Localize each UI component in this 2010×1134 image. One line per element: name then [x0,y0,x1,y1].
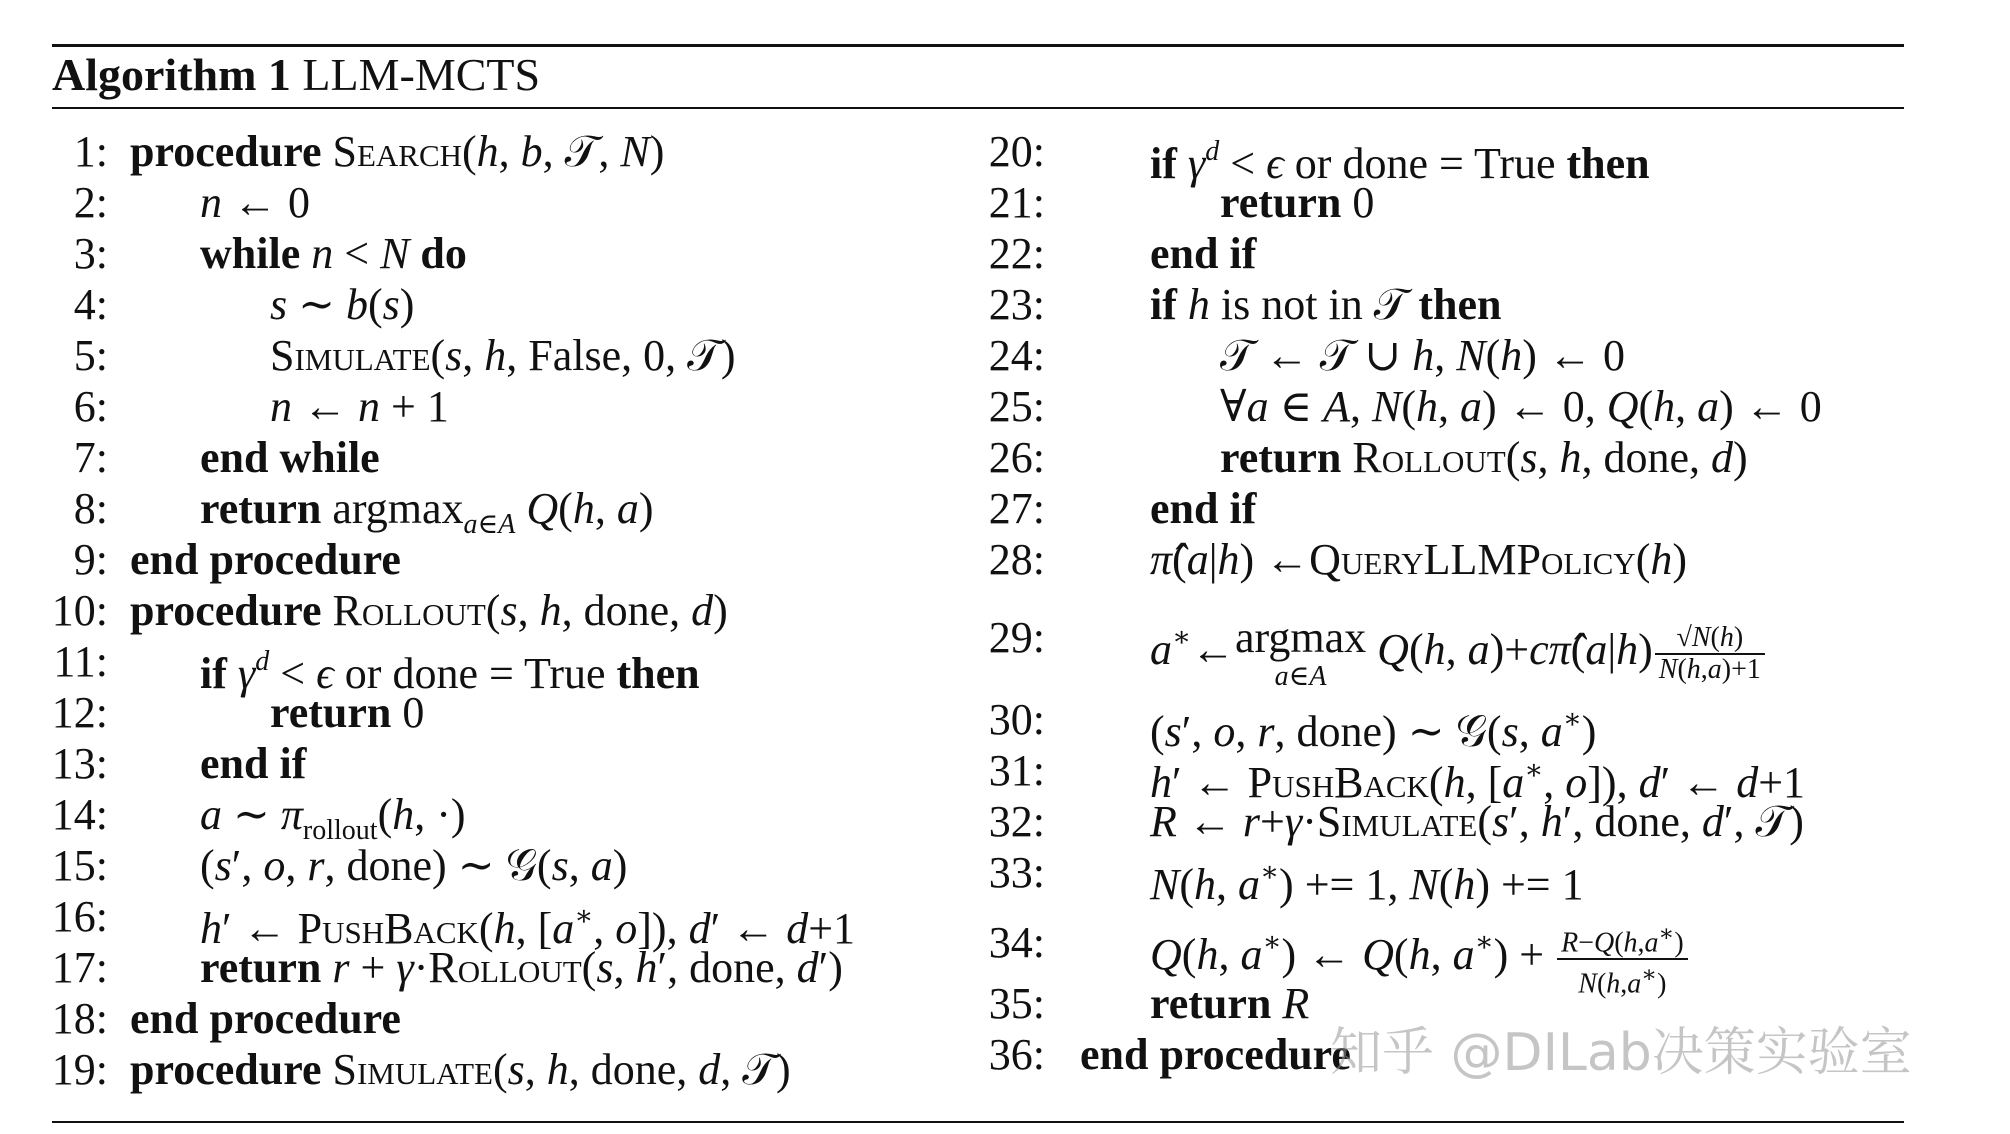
line-code: (s′, o, r, done) ∼ 𝒢(s, a∗) [1150,704,1597,756]
line-number: 10: [51,586,108,635]
line-number: 35: [988,979,1045,1028]
line-number: 8: [73,484,108,533]
line-code: end if [1150,484,1257,533]
line-code: Q(h, a∗) ← Q(h, a∗) + $\frac{R-Q(h,a^∗)}{N(h,a^∗)}$ [1150,918,1690,999]
line-number: 32: [988,797,1045,846]
line-number: 30: [988,695,1045,744]
line-number: 15: [51,841,108,890]
line-code: if $\gamma^d < \epsilon$ or done = True then [200,646,700,698]
line-code: end procedure [130,994,401,1043]
header-rule [52,107,1904,109]
line-code: a ∼ $\pi_{rollout}(h$, ·) [200,790,466,846]
line-number: 31: [988,746,1045,795]
line-code: return Rollout(s, h, done, d) [1220,433,1748,482]
line-code: procedure Simulate(s, h, done, d, 𝒯) [130,1045,791,1094]
line-code: n ← 0 [200,178,310,227]
line-code: s ∼ b(s) [270,280,415,329]
line-code: procedure Rollout(s, h, done, d) [130,586,728,635]
line-number: 24: [988,331,1045,380]
line-number: 3: [73,229,108,278]
watermark: 知乎 @DILab决策实验室 [1330,1023,1912,1083]
line-number: 12: [51,688,108,737]
line-number: 11: [53,637,108,686]
line-number: 5: [73,331,108,380]
line-number: 22: [988,229,1045,278]
line-number: 20: [988,127,1045,176]
line-code: N(h, a∗) += 1, N(h) += 1 [1150,857,1584,909]
line-code: procedure Search(h, b, 𝒯, N) [130,127,665,176]
line-number: 34: [988,918,1045,967]
line-number: 1: [73,127,108,176]
line-code: Simulate(s, h, False, 0, 𝒯) [270,331,736,380]
algorithm-title [52,48,540,102]
line-code: R ← r+γ·Simulate(s′, h′, done, d′, 𝒯) [1150,797,1804,846]
line-code: (s′, o, r, done) ∼ 𝒢(s, a) [200,841,628,890]
line-code: return R [1150,979,1310,1028]
line-number: 19: [51,1045,108,1094]
line-number: 16: [51,892,108,941]
line-code: return 0 [270,688,425,737]
line-code: end if [1150,229,1257,278]
line-code: while n < N do [200,229,467,278]
line-number: 2: [73,178,108,227]
line-number: 17: [51,943,108,992]
line-number: 27: [988,484,1045,533]
line-code: return r + γ·Rollout(s, h′, done, d′) [200,943,843,992]
algorithm-name: LLM-MCTS [302,49,541,100]
line-number: 4: [73,280,108,329]
bottom-rule [52,1121,1904,1123]
line-number: 9: [73,535,108,584]
line-code: if $\gamma^d < \epsilon$ or done = True then [1150,136,1650,188]
line-code: end procedure [130,535,401,584]
line-code: return argmax$_{a\in A}$ Q(h, a) [200,484,654,540]
line-code: h′ ← PushBack(h, [a∗, o]), d′ ← d+1 [200,901,856,953]
line-number: 23: [988,280,1045,329]
line-number: 26: [988,433,1045,482]
line-code: 𝒯 ← 𝒯 ∪ h, N(h) ← 0 [1220,331,1625,380]
line-number: 13: [51,739,108,788]
line-number: 21: [988,178,1045,227]
line-code: ∀a ∈ A, N(h, a) ← 0, Q(h, a) ← 0 [1220,382,1822,431]
line-code: return 0 [1220,178,1375,227]
line-code: h′ ← PushBack(h, [a∗, o]), d′ ← d+1 [1150,755,1806,807]
line-number: 25: [988,382,1045,431]
line-number: 29: [988,613,1045,662]
line-code: n ← n + 1 [270,382,449,431]
line-code: a∗←argmax a∈A Q(h, a)+cπ̂(a|h) $\frac{√N(h)}{N(h,a)+1}$ [1150,613,1767,691]
line-number: 36: [988,1030,1045,1079]
line-number: 33: [988,848,1045,897]
line-code: π̂(a|h) ←QueryLLMPolicy(h) [1150,535,1687,584]
line-number: 14: [51,790,108,839]
line-number: 18: [51,994,108,1043]
top-rule [52,44,1904,47]
line-code: end procedure [1080,1030,1351,1079]
line-number: 28: [988,535,1045,584]
line-number: 7: [73,433,108,482]
algorithm-label: Algorithm 1 [52,49,291,100]
line-code: if h is not in 𝒯 then [1150,280,1502,329]
line-code: end if [200,739,307,788]
line-code: end while [200,433,380,482]
line-number: 6: [73,382,108,431]
